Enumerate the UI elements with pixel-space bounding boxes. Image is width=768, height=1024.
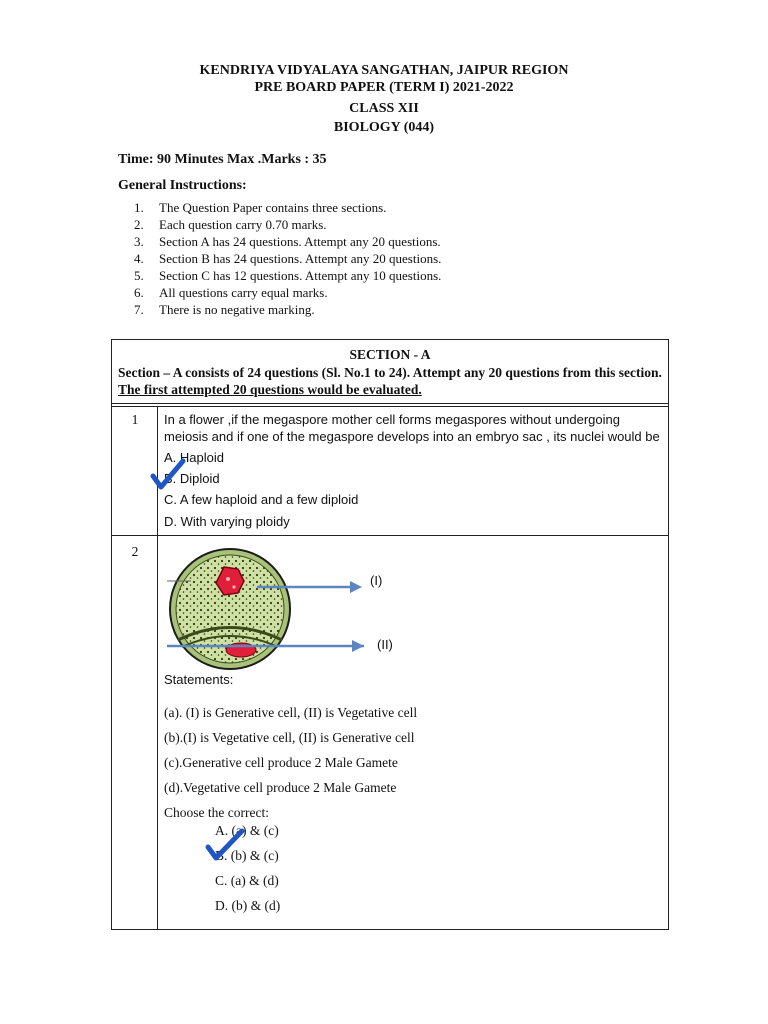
instruction-item: 2. Each question carry 0.70 marks. (134, 217, 327, 232)
question-number: 2 (131, 544, 139, 559)
instructions-list (134, 199, 441, 318)
statement-b: (b).(I) is Vegetative cell, (II) is Generative cell (164, 730, 415, 745)
option-a: A. Haploid (164, 450, 224, 465)
pollen-grain-diagram (164, 545, 374, 673)
school-title: KENDRIYA VIDYALAYA SANGATHAN, JAIPUR REGION (199, 63, 569, 78)
question-text-line: meiosis and if one of the megaspore develops into an embryo sac , its nuclei would be (164, 429, 660, 444)
label-ii: (II) (377, 637, 393, 652)
general-instructions-title: General Instructions: (118, 178, 247, 193)
choose-prompt: Choose the correct: (164, 805, 269, 820)
table-divider (111, 535, 669, 536)
table-border-bottom (111, 929, 669, 930)
statement-c: (c).Generative cell produce 2 Male Gamete (164, 755, 398, 770)
table-border-top (111, 339, 669, 340)
option-b: B. Diploid (164, 471, 220, 486)
label-i: (I) (370, 573, 383, 588)
option-c: C. (a) & (d) (215, 873, 279, 888)
instruction-item: 7. There is no negative marking. (134, 302, 315, 317)
instruction-item: 1. The Question Paper contains three sections. (134, 200, 387, 215)
option-a: A. (a) & (c) (215, 823, 279, 838)
question-number: 1 (131, 412, 139, 427)
checkmark-icon (150, 458, 186, 492)
instruction-item: 4. Section B has 24 questions. Attempt any 20 questions. (134, 251, 442, 266)
option-c: C. A few haploid and a few diploid (164, 492, 359, 507)
class-title: CLASS XII (349, 101, 419, 116)
statement-a: (a). (I) is Generative cell, (II) is Vegetative cell (164, 705, 418, 720)
instruction-item: 3. Section A has 24 questions. Attempt any 20 questions. (134, 234, 441, 249)
instruction-item: 6. All questions carry equal marks. (134, 285, 328, 300)
table-divider (111, 406, 669, 407)
subject-title: BIOLOGY (044) (333, 120, 435, 135)
statements-title: Statements: (164, 672, 234, 687)
table-divider (111, 403, 669, 404)
table-border-right (668, 339, 669, 930)
option-d: D. (b) & (d) (215, 898, 281, 913)
section-a-title: SECTION - A (349, 347, 431, 362)
time-and-marks: Time: 90 Minutes Max .Marks : 35 (118, 152, 327, 167)
option-d: D. With varying ploidy (164, 514, 290, 529)
section-a-description: Section – A consists of 24 questions (Sl. No.1 to 24). Attempt any 20 questions from this section. The first attempted 20 questions would be evaluated. (118, 365, 662, 397)
checkmark-icon (204, 827, 246, 863)
statement-d: (d).Vegetative cell produce 2 Male Gamete (164, 780, 397, 795)
question-text-line: In a flower ,if the megaspore mother cell forms megaspores without undergoing (164, 412, 620, 427)
paper-title: PRE BOARD PAPER (TERM I) 2021-2022 (254, 80, 514, 95)
option-b: B. (b) & (c) (215, 848, 279, 863)
instruction-item: 5. Section C has 12 questions. Attempt any 10 questions. (134, 268, 442, 283)
